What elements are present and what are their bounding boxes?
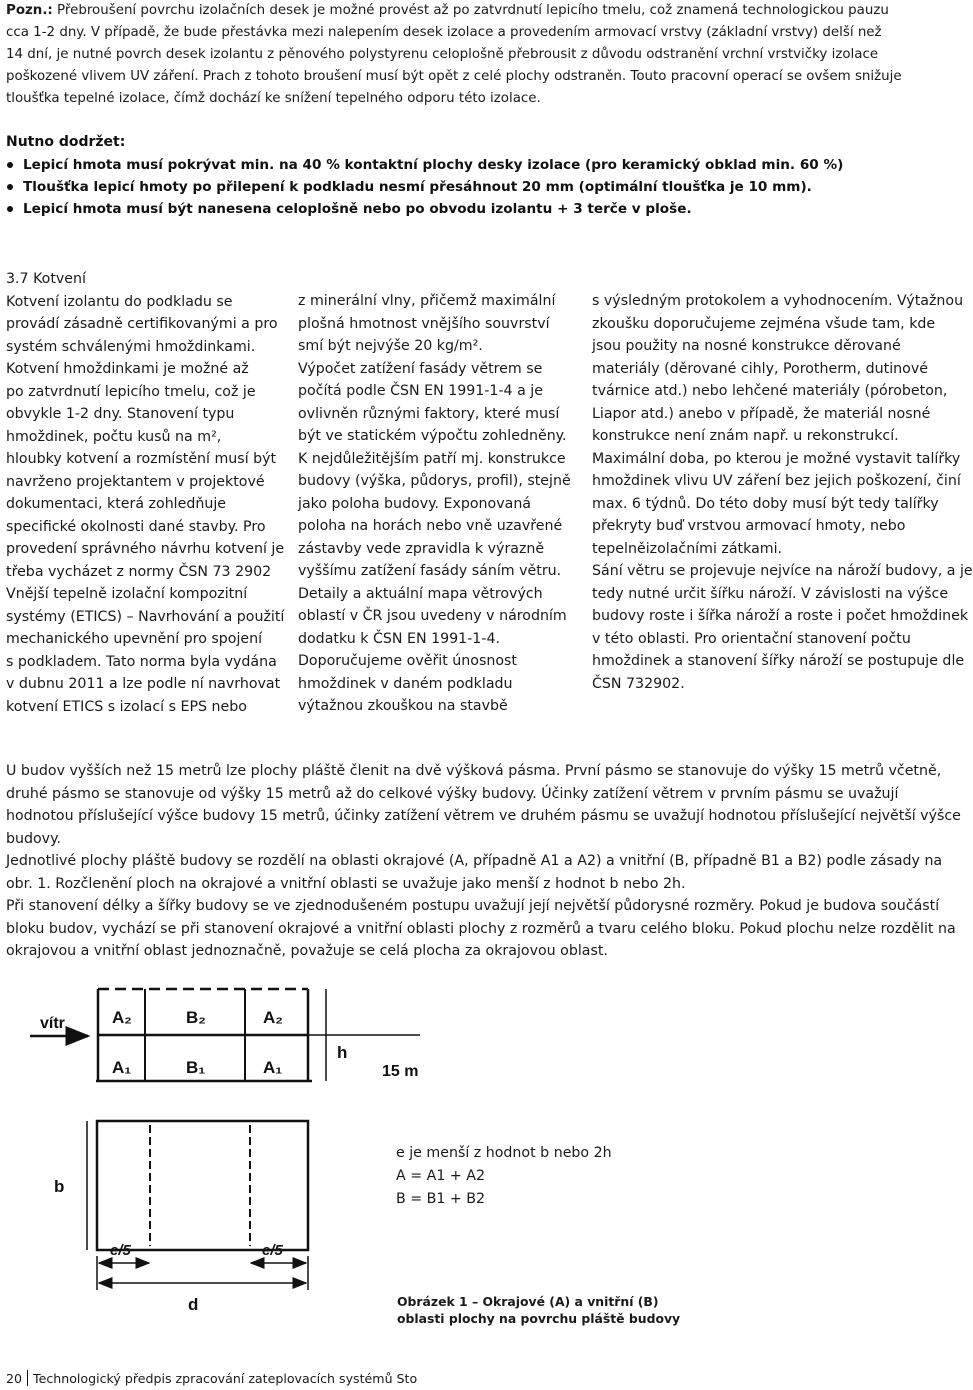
col2-line: být ve statickém výpočtu zohledněny. — [298, 428, 567, 444]
note-line-1: Přebroušení povrchu izolačních desek je možné provést až po zatvrdnutí lepicího tmelu, což znamená technologickou pauzu — [52, 3, 889, 18]
col3-line: konstrukce není znám např. u rekonstrukcí. — [592, 428, 899, 444]
caption-line: Obrázek 1 – Okrajové (A) a vnitřní (B) — [397, 1294, 659, 1309]
col2-line: jako poloha budovy. Exponovaná — [298, 495, 532, 512]
col3-line: max. 6 týdnů. Do této doby musí být tedy talířky — [592, 495, 939, 512]
col1-line: Kotvení hmoždinkami je možné až — [6, 361, 249, 377]
col2-line: poloha na horách nebo vně uzavřené — [298, 518, 563, 534]
caption-line: oblasti plochy na povrchu pláště budovy — [397, 1311, 681, 1326]
col2-line: výtažnou zkouškou na stavbě — [298, 698, 508, 714]
col1-line: specifické okolnosti dané stavby. Pro — [6, 518, 266, 535]
zone-label-a1-left: A₁ — [112, 1058, 132, 1077]
footer-separator — [27, 1370, 28, 1386]
col1-line: hmoždinek, počtu kusů na m², — [6, 428, 222, 445]
col2-line: ovlivněn různými faktory, které musí — [298, 405, 560, 422]
plan-label-b: b — [54, 1177, 65, 1196]
figure-rule: B = B1 + B2 — [396, 1191, 486, 1207]
col1-line: po zatvrdnutí lepicího tmelu, což je — [6, 383, 256, 400]
note-line-3: 14 dní, je nutné povrch desek izolantu z pěnového polystyrenu celoplošně přebrousit z důvodu odstranění vrchní vrstvičky izolace — [6, 47, 879, 62]
col3-line: tedy nutné určit šířku nároží. V závislosti na výšce — [592, 585, 949, 602]
col2-line: Detaily a aktuální mapa větrových — [298, 585, 543, 602]
col2-line: zástavby vede zpravidla k výrazně — [298, 540, 545, 557]
col1-line: Vnější tepelně izolační kompozitní — [6, 586, 248, 602]
section-column-2 — [298, 290, 573, 718]
plan-outline — [97, 1121, 308, 1250]
col3-line: s výsledným protokolem a vyhodnocením. Výtažnou — [592, 293, 964, 309]
figure-caption — [397, 1293, 680, 1327]
e5-left-label: e/5 — [110, 1242, 131, 1259]
col1-line: provedení správného návrhu kotvení je — [6, 541, 285, 557]
col1-line: s podkladem. Tato norma byla vydána — [6, 653, 277, 670]
col3-line: materiály (děrované cihly, Porotherm, dutinové — [592, 360, 928, 377]
col3-line: zkoušku doporučujeme zejména všude tam, kde — [592, 315, 936, 332]
col1-line: kotvení ETICS s izolací s EPS nebo — [6, 698, 247, 715]
col3-line: překryty buď vrstvou armovací hmoty, nebo — [592, 518, 906, 534]
col1-line: třeba vycházet z normy ČSN 73 2902 — [6, 563, 272, 580]
plan-label-d: d — [188, 1295, 199, 1314]
col1-line: hloubky kotvení a rozmístění musí být — [6, 451, 277, 467]
col3-line: Maximální doba, po kterou je možné vystavit talířky — [592, 450, 961, 467]
col2-line: Doporučujeme ověřit únosnost — [298, 653, 517, 669]
section-heading: 3.7 Kotvení — [6, 271, 86, 287]
para-line: bloku budov, vychází se při stanovení okrajové a vnitřní oblasti plochy z rozměrů a tvaru celého bloku. Pokud plochu nelze rozdělit na — [6, 920, 956, 937]
col2-line: Výpočet zatížení fasády větrem se — [298, 360, 543, 377]
figure-rule: e je menší z hodnot b nebo 2h — [396, 1145, 612, 1161]
must-follow-item: Lepicí hmota musí pokrývat min. na 40 % kontaktní plochy desky izolace (pro keramický obklad min. 60 %) — [6, 154, 956, 176]
col2-line: hmoždinek v daném podkladu — [298, 675, 513, 692]
zone-label-a2-left: A₂ — [112, 1008, 132, 1027]
zone-label-b1: B₁ — [186, 1058, 206, 1077]
para-line: Jednotlivé plochy pláště budovy se rozdělí na oblasti okrajové (A, případně A1 a A2) a vnitřní (B, případně B1 a B2) podle zásady na — [6, 853, 943, 869]
para-line: hodnotou příslušející výšce budovy 15 metrů, účinky zatížení větrem ve druhém pásmu se uvažují hodnotou příslušející největší výšce — [6, 808, 961, 824]
zones-paragraph — [6, 760, 961, 963]
col3-line: v této oblasti. Pro orientační stanovení počtu — [592, 630, 911, 647]
col2-line: smí být nejvýše 20 kg/m². — [298, 338, 483, 354]
building-zones-figure — [0, 980, 419, 1340]
col3-line: tvárnice atd.) nebo lehčené materiály (pórobeton, — [592, 383, 948, 399]
wind-label: vítr — [40, 1015, 65, 1032]
para-line: druhé pásmo se stanovuje od výšky 15 metrů až do celkové výšky budovy. Účinky zatížení větrem v prvním pásmu se uvažují — [6, 785, 899, 802]
para-line: U budov vyšších než 15 metrů lze plochy pláště členit na dvě výšková pásma. První pásmo se stanovuje do výšky 15 metrů včetně, — [6, 763, 942, 779]
para-line: Při stanovení délky a šířky budovy se ve zjednodušeném postupu uvažují její největší půdorysné rozměry. Pokud je budova součástí — [6, 898, 940, 914]
para-line: obr. 1. Rozčlenění ploch na okrajové a vnitřní oblasti se uvažuje jako menší z hodnot b nebo 2h. — [6, 875, 686, 892]
para-line: okrajovou a vnitřní oblast jednoznačně, považuje se celá plocha za okrajovou oblast. — [6, 943, 608, 959]
col1-line: navrženo projektantem v projektové — [6, 473, 265, 490]
zone-label-a1-right: A₁ — [263, 1058, 283, 1077]
col3-line: hmoždinek vlivu UV záření bez jejich poškození, činí — [592, 473, 961, 489]
note-line-5: tloušťka tepelné izolace, čímž dochází ke snížení tepelného odporu této izolace. — [6, 91, 541, 106]
must-follow-list — [6, 154, 956, 220]
figure-rule: A = A1 + A2 — [396, 1168, 485, 1184]
col2-line: dodatku k ČSN EN 1991-1-4. — [298, 630, 500, 647]
col2-line: oblastí v ČR jsou uvedeny v národním — [298, 608, 567, 624]
page-footer — [6, 1370, 417, 1386]
must-follow-item: Tloušťka lepicí hmoty po přilepení k podkladu nesmí přesáhnout 20 mm (optimální tloušťka je 10 mm). — [6, 176, 956, 198]
col2-line: K nejdůležitějším patří mj. konstrukce — [298, 450, 566, 467]
footer-title: Technologický předpis zpracování zateplovacích systémů Sto — [33, 1371, 418, 1386]
section-column-1 — [6, 268, 285, 718]
col1-line: provádí zásadně certifikovanými a pro — [6, 316, 278, 332]
col3-line: jsou použity na nosné konstrukce děrované — [592, 338, 901, 354]
must-follow-heading: Nutno dodržet: — [6, 134, 126, 150]
height-label-h: h — [337, 1043, 348, 1062]
note-line-4: poškozené vlivem UV záření. Prach z tohoto broušení musí být opět z celé plochy odstraněn. Touto pracovní operací se ovšem snižuje — [6, 69, 902, 84]
col2-line: plošná hmotnost vnějšího souvrství — [298, 315, 550, 332]
col2-line: budovy (výška, půdorys, profil), stejně — [298, 473, 571, 489]
col3-line: ČSN 732902. — [592, 675, 685, 692]
col1-line: systémy (ETICS) – Navrhování a použití — [6, 608, 285, 625]
note-label: Pozn.: — [6, 3, 53, 18]
height-label-15m: 15 m — [382, 1063, 419, 1080]
col1-line: Kotvení izolantu do podkladu se — [6, 293, 233, 310]
col3-line: hmoždinek a stanovení šířky nároží se postupuje dle — [592, 653, 965, 669]
section-column-3 — [592, 290, 973, 695]
para-line: budovy. — [6, 830, 61, 847]
col1-line: systém schválenými hmoždinkami. — [6, 338, 256, 355]
col1-line: dokumentaci, která zohledňuje — [6, 496, 227, 512]
page-number: 20 — [6, 1371, 23, 1386]
must-follow-item: Lepicí hmota musí být nanesena celoplošně nebo po obvodu izolantu + 3 terče v ploše. — [6, 198, 956, 220]
col3-line: Liapor atd.) anebo v případě, že materiál nosné — [592, 405, 931, 422]
col1-line: mechanického upevnění pro spojení — [6, 631, 263, 647]
col2-line: z minerální vlny, přičemž maximální — [298, 293, 556, 309]
figure-rules — [396, 1142, 612, 1211]
note-line-2: cca 1-2 dny. V případě, že bude přestávka mezi nalepením desek izolace a provedením armovací vrstvy (základní vrstvy) delší než — [6, 25, 882, 40]
col3-line: tepelněizolačními zátkami. — [592, 540, 783, 557]
col2-line: počítá podle ČSN EN 1991-1-4 a je — [298, 383, 543, 399]
col1-line: v dubnu 2011 a lze podle ní navrhovat — [6, 676, 281, 692]
zone-label-a2-right: A₂ — [263, 1008, 283, 1027]
col2-line: vyššímu zatížení fasády sáním větru. — [298, 563, 562, 579]
col3-line: budovy roste i šířka nároží a roste i počet hmoždinek — [592, 608, 969, 624]
note-paragraph — [6, 0, 956, 110]
col1-line: obvykle 1-2 dny. Stanovení typu — [6, 406, 235, 422]
zone-label-b2: B₂ — [186, 1008, 206, 1027]
col3-line: Sání větru se projevuje nejvíce na nároží budovy, a je — [592, 563, 973, 579]
e5-right-label: e/5 — [262, 1242, 283, 1259]
